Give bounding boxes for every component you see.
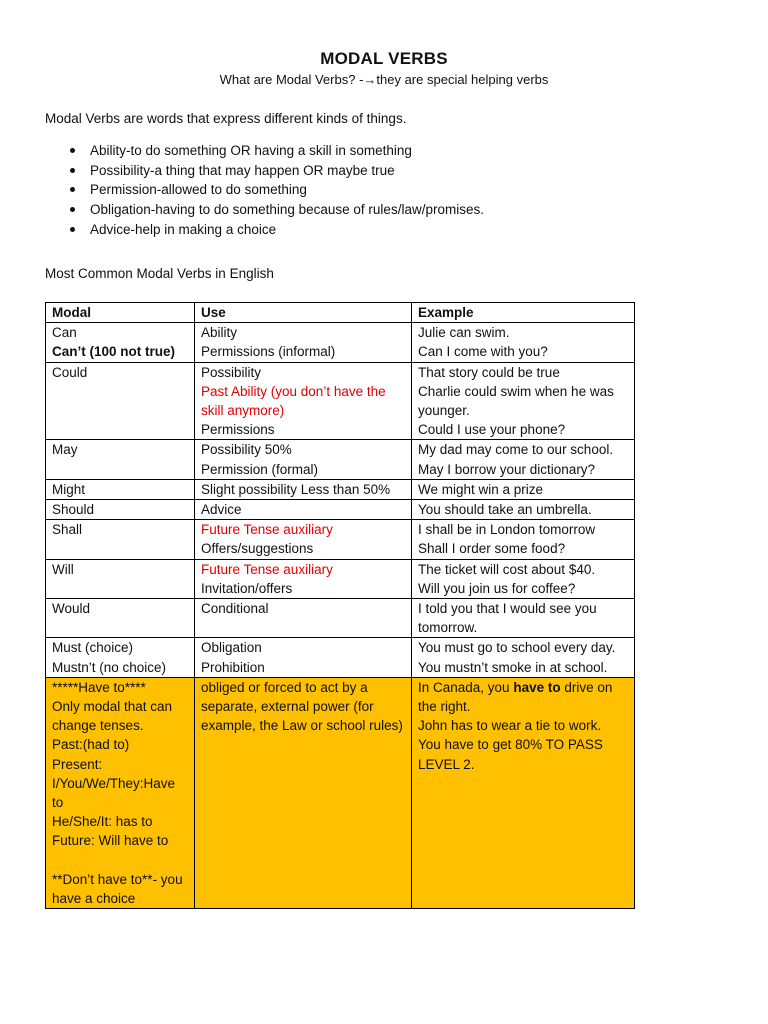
modal-cell: Can Can’t (100 not true) xyxy=(46,323,195,362)
table-row xyxy=(46,440,635,479)
section-heading: Most Common Modal Verbs in English xyxy=(45,266,274,281)
modal-cell: *****Have to**** Only modal that can change tenses. Past:(had to) Present: I/You/We/They:Have to He/She/It: has to Future: Will have to **Don’t have to**- you have a choice xyxy=(46,677,195,908)
use-cell: Obligation Prohibition xyxy=(195,638,412,677)
modal-cell: Should xyxy=(46,500,195,520)
use-cell: Future Tense auxiliary Invitation/offers xyxy=(195,559,412,598)
page-title: MODAL VERBS xyxy=(320,49,448,68)
bullet-item: Possibility-a thing that may happen OR maybe true xyxy=(45,161,484,181)
intro-paragraph: Modal Verbs are words that express different kinds of things. xyxy=(45,111,407,126)
table-row xyxy=(46,362,635,440)
modal-cell: May xyxy=(46,440,195,479)
table-row xyxy=(46,323,635,362)
modal-cell: Would xyxy=(46,599,195,638)
header-modal: Modal xyxy=(46,303,195,323)
bullet-item: Ability-to do something OR having a skill in something xyxy=(45,141,484,161)
bullet-icon xyxy=(70,148,75,153)
modal-verbs-table xyxy=(45,302,635,909)
table-row xyxy=(46,479,635,499)
example-cell: In Canada, you have to drive on the right. John has to wear a tie to work. You have to get 80% TO PASS LEVEL 2. xyxy=(412,677,635,908)
modal-cell: Might xyxy=(46,479,195,499)
table-row xyxy=(46,559,635,598)
example-cell: We might win a prize xyxy=(412,479,635,499)
use-cell: Possibility 50% Permission (formal) xyxy=(195,440,412,479)
bullet-icon xyxy=(70,207,75,212)
table-row xyxy=(46,500,635,520)
bullet-icon xyxy=(70,168,75,173)
use-cell: Possibility Past Ability (you don’t have the skill anymore) Permissions xyxy=(195,362,412,440)
example-cell: I shall be in London tomorrow Shall I order some food? xyxy=(412,520,635,559)
use-cell: Slight possibility Less than 50% xyxy=(195,479,412,499)
table-row-highlighted xyxy=(46,677,635,908)
page-subtitle: What are Modal Verbs? -→they are special helping verbs xyxy=(219,72,549,87)
table-row xyxy=(46,520,635,559)
use-cell: Conditional xyxy=(195,599,412,638)
modal-cell: Could xyxy=(46,362,195,440)
table-row xyxy=(46,599,635,638)
example-cell: I told you that I would see you tomorrow. xyxy=(412,599,635,638)
use-cell: Ability Permissions (informal) xyxy=(195,323,412,362)
example-cell: You must go to school every day. You mustn’t smoke in at school. xyxy=(412,638,635,677)
example-cell: My dad may come to our school. May I borrow your dictionary? xyxy=(412,440,635,479)
header-use: Use xyxy=(195,303,412,323)
modal-cell: Will xyxy=(46,559,195,598)
use-cell: Advice xyxy=(195,500,412,520)
bullet-item: Advice-help in making a choice xyxy=(45,220,484,240)
example-cell: You should take an umbrella. xyxy=(412,500,635,520)
table-row xyxy=(46,638,635,677)
example-cell: That story could be true Charlie could swim when he was younger. Could I use your phone? xyxy=(412,362,635,440)
bullet-item: Permission-allowed to do something xyxy=(45,180,484,200)
use-cell: Future Tense auxiliary Offers/suggestions xyxy=(195,520,412,559)
header-example: Example xyxy=(412,303,635,323)
modal-cell: Shall xyxy=(46,520,195,559)
bullet-icon xyxy=(70,227,75,232)
example-cell: The ticket will cost about $40. Will you join us for coffee? xyxy=(412,559,635,598)
modal-cell: Must (choice) Mustn’t (no choice) xyxy=(46,638,195,677)
example-cell: Julie can swim. Can I come with you? xyxy=(412,323,635,362)
bullet-item: Obligation-having to do something because of rules/law/promises. xyxy=(45,200,484,220)
table-header-row xyxy=(46,303,635,323)
use-cell: obliged or forced to act by a separate, external power (for example, the Law or school rules) xyxy=(195,677,412,908)
bullet-list xyxy=(45,141,484,239)
bullet-icon xyxy=(70,187,75,192)
